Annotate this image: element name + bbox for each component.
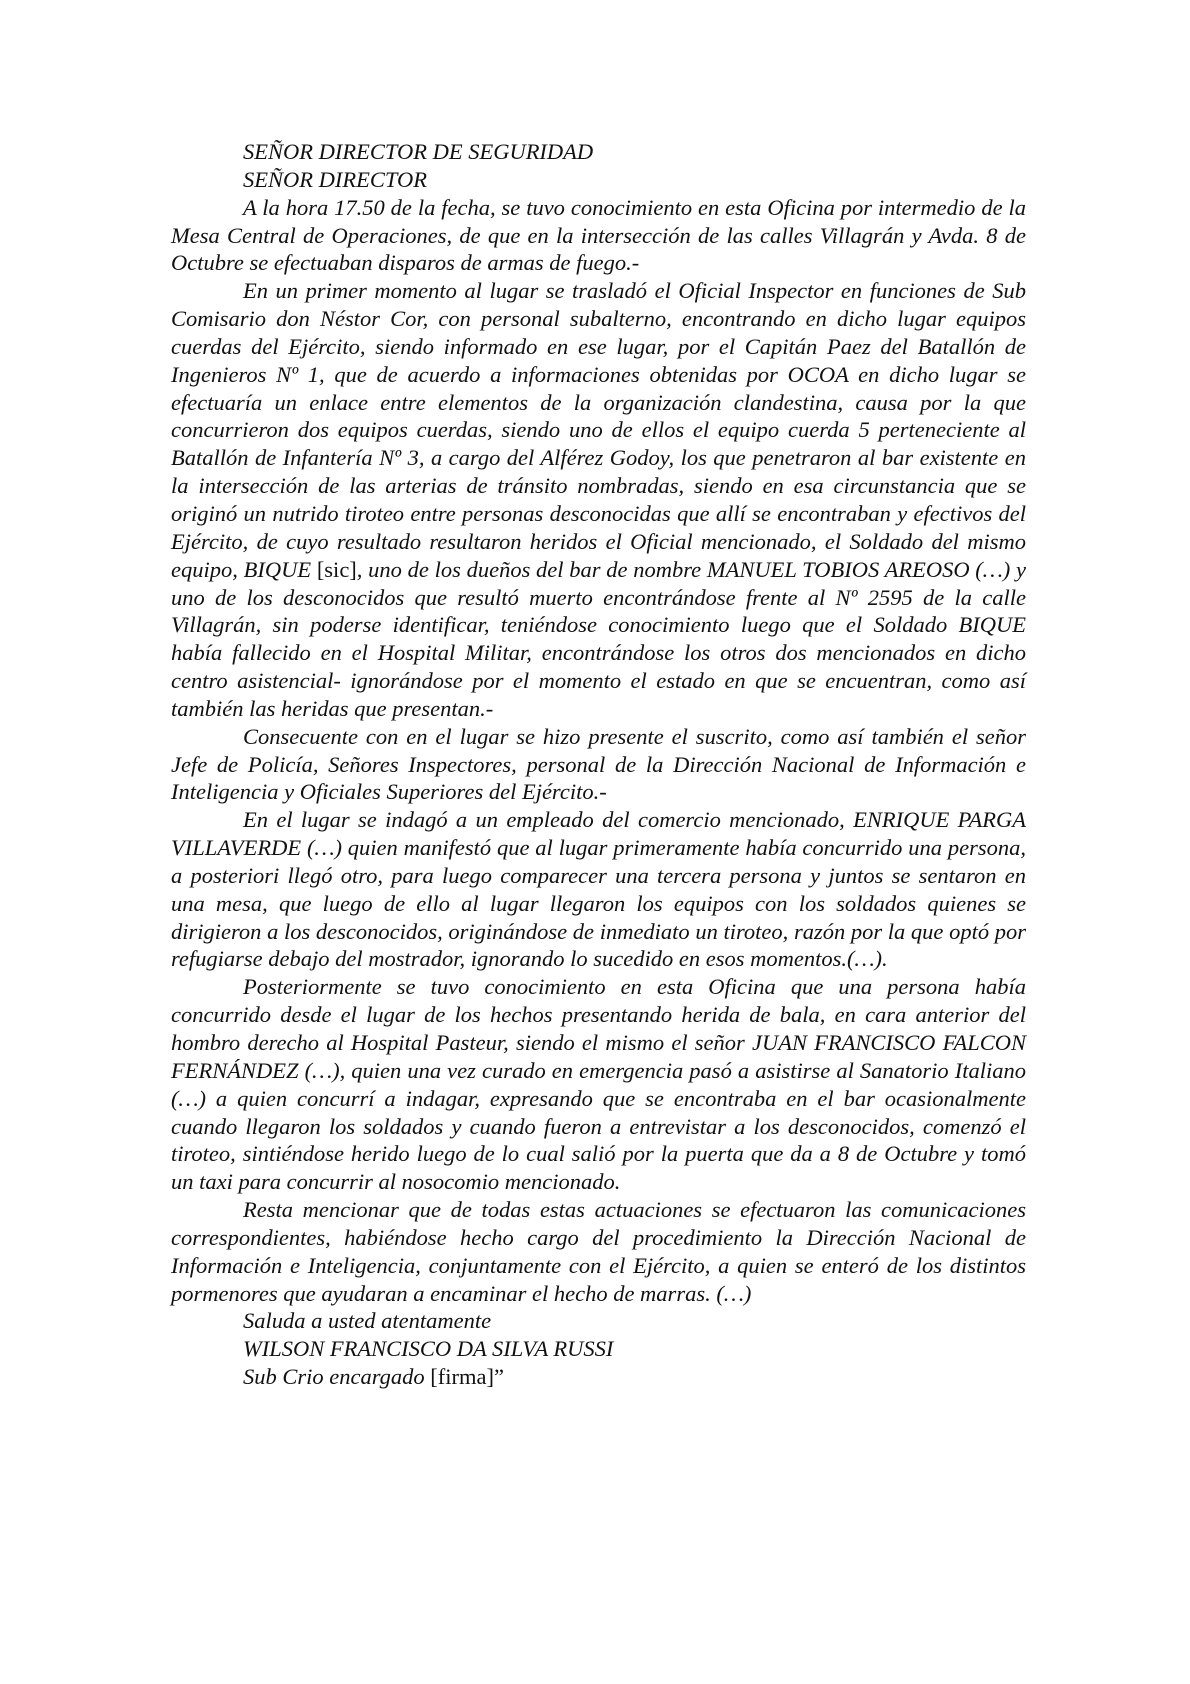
paragraph-2-part-a: En un primer momento al lugar se trasladó el Oficial Inspector en funciones de Sub Comisario don Néstor Cor, con personal subalterno, encontrando en dicho lugar equipos cuerdas del Ejército, siendo informado en ese lugar, por el Capitán Paez del Batallón de Ingenieros Nº 1, que de acuerdo a informaciones obtenidas por OCOA en dicho lugar se efectuaría un enlace entre elementos de la organización clandestina, causa por la que concurrieron dos equipos cuerdas, siendo uno de ellos el equipo cuerda 5 perteneciente al Batallón de Infantería Nº 3, a cargo del Alférez Godoy, los que penetraron al bar existente en la intersección de las arterias de tránsito nombradas, siendo en esa circunstancia que se originó un nutrido tiroteo entre personas desconocidas que allí se encontraban y efectivos del Ejército, de cuyo resultado resultaron heridos el Oficial mencionado, el Soldado del mismo equipo, BIQUE [171,278,1026,582]
document-page [171,138,1026,1391]
paragraph-4: En el lugar se indagó a un empleado del comercio mencionado, ENRIQUE PARGA VILLAVERDE (…) quien manifestó que al lugar primeramente había concurrido una persona, a posteriori llegó otro, para luego comparecer una tercera persona y juntos se sentaron en una mesa, que luego de ello al lugar llegaron los equipos con los soldados quienes se dirigieron a los desconocidos, originándose de inmediato un tiroteo, razón por la que optó por refugiarse debajo del mostrador, ignorando lo sucedido en esos momentos.(…). [171,807,1026,972]
paragraph-2-part-b: , uno de los dueños del bar de nombre MANUEL TOBIOS AREOSO (…) y uno de los desconocidos que resultó muerto encontrándose frente al Nº 2595 de la calle Villagrán, sin poderse identificar, teniéndose conocimiento luego que el Soldado BIQUE había fallecido en el Hospital Militar, encontrándose los otros dos mencionados en dicho centro asistencial- ignorándose por el momento el estado en que se encuentran, como así también las heridas que presentan.- [171,556,1027,721]
closing-salutation: Saluda a usted atentamente [243,1308,492,1334]
paragraph-2 [171,277,1026,723]
paragraph-3: Consecuente con en el lugar se hizo presente el suscrito, como así también el señor Jefe de Policía, Señores Inspectores, personal de la Dirección Nacional de Información e Inteligencia y Oficiales Superiores del Ejército.- [171,723,1026,805]
signer-role-line [171,1363,1026,1391]
addressee-line-1: SEÑOR DIRECTOR DE SEGURIDAD [243,139,594,164]
paragraph-1: A la hora 17.50 de la fecha, se tuvo conocimiento en esta Oficina por intermedio de la Mesa Central de Operaciones, de que en la intersección de las calles Villagrán y Avda. 8 de Octubre se efectuaban disparos de armas de fuego.- [171,194,1026,276]
sic-note: [sic] [316,556,357,582]
signer-name: WILSON FRANCISCO DA SILVA RUSSI [243,1336,614,1362]
paragraph-6: Resta mencionar que de todas estas actuaciones se efectuaron las comunicaciones correspondientes, habiéndose hecho cargo del procedimiento la Dirección Nacional de Información e Inteligencia, conjuntamente con el Ejército, a quien se enteró de los distintos pormenores que ayudaran a encaminar el hecho de marras. (…) [171,1197,1026,1306]
addressee-line-2: SEÑOR DIRECTOR [243,166,427,192]
signature-note: [firma]” [424,1364,504,1390]
paragraph-5: Posteriormente se tuvo conocimiento en esta Oficina que una persona había concurrido desde el lugar de los hechos presentando herida de bala, en cara anterior del hombro derecho al Hospital Pasteur, siendo el mismo el señor JUAN FRANCISCO FALCON FERNÁNDEZ (…), quien una vez curado en emergencia pasó a asistirse al Sanatorio Italiano (…) a quien concurrí a indagar, expresando que se encontraba en el bar ocasionalmente cuando llegaron los soldados y cuando fueron a entrevistar a los desconocidos, comenzó el tiroteo, sintiéndose herido luego de lo cual salió por la puerta que da a 8 de Octubre y tomó un taxi para concurrir al nosocomio mencionado. [171,974,1026,1195]
signer-role: Sub Crio encargado [243,1364,425,1390]
